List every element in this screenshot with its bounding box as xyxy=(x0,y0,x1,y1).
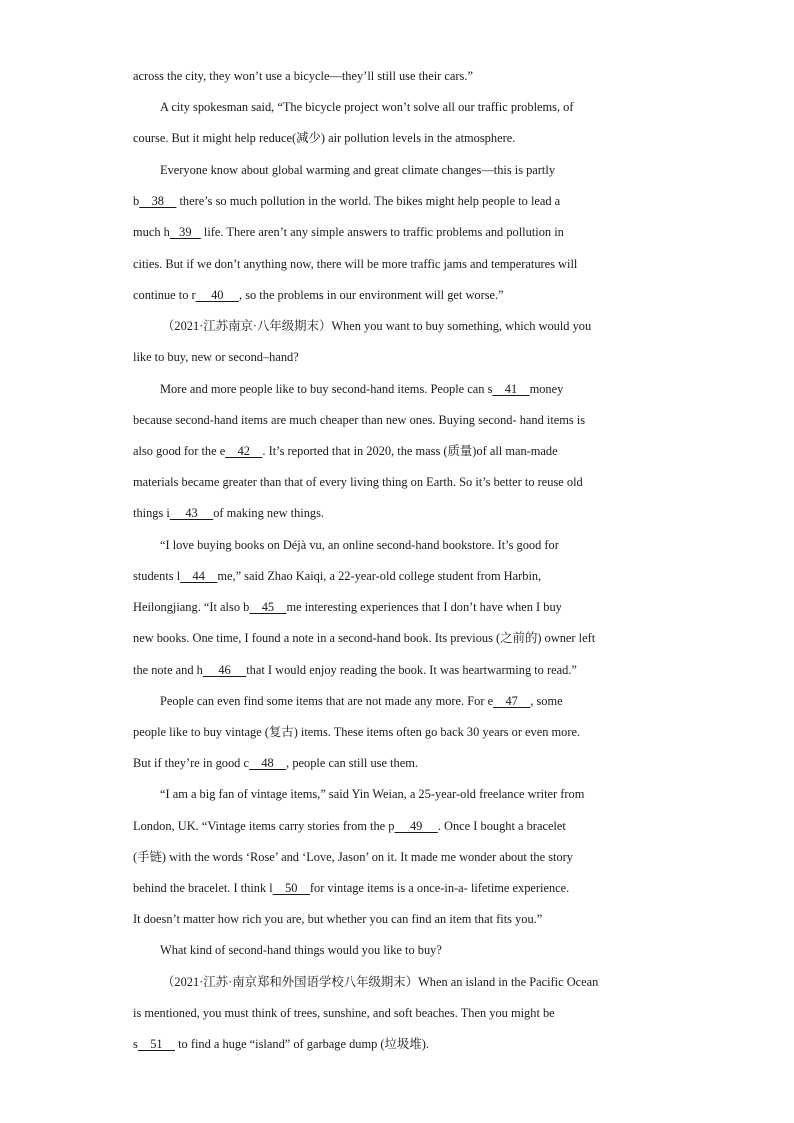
text-line xyxy=(133,1005,555,1021)
text-line xyxy=(133,755,418,771)
text-segment: Heilongjiang. “It also b xyxy=(133,600,250,614)
text-segment: is mentioned, you must think of trees, sunshine, and soft beaches. Then you might be xyxy=(133,1006,555,1020)
text-segment: “I love buying books on Déjà vu, an online second-hand bookstore. It’s good for xyxy=(160,538,559,552)
text-line xyxy=(133,911,542,927)
text-segment: Everyone know about global warming and great climate changes—this is partly xyxy=(160,163,556,177)
text-segment: the note and h xyxy=(133,663,203,677)
text-segment: me interesting experiences that I don’t have when I buy xyxy=(286,600,562,614)
text-line xyxy=(133,662,577,678)
text-segment: More and more people like to buy second-hand items. People can s xyxy=(160,382,493,396)
text-line xyxy=(160,693,563,709)
text-segment: materials became greater than that of every living thing on Earth. So it’s better to reuse old xyxy=(133,475,583,489)
text-segment: new books. One time, I found a note in a second-hand book. Its previous (之前的) owner left xyxy=(133,631,596,645)
answer-blank-43: 43 xyxy=(169,506,214,520)
text-segment: course. But it might help reduce(减少) air pollution levels in the atmosphere. xyxy=(133,131,516,145)
answer-blank-39: 39 xyxy=(169,225,201,239)
text-segment: there’s so much pollution in the world. The bikes might help people to lead a xyxy=(176,194,561,208)
text-segment: . It’s reported that in 2020, the mass (质量)of all man-made xyxy=(262,444,558,458)
text-line xyxy=(133,880,569,896)
text-line xyxy=(133,287,504,303)
text-line xyxy=(133,724,580,740)
text-segment: money xyxy=(529,382,564,396)
text-segment: also good for the e xyxy=(133,444,226,458)
text-line xyxy=(133,193,560,209)
text-segment: A city spokesman said, “The bicycle project won’t solve all our traffic problems, of xyxy=(160,100,574,114)
text-segment: “I am a big fan of vintage items,” said Yin Weian, a 25-year-old freelance writer from xyxy=(160,787,585,801)
text-segment: to find a huge “island” of garbage dump (垃圾堆). xyxy=(175,1037,429,1051)
text-line xyxy=(133,130,515,146)
text-segment: cities. But if we don’t anything now, there will be more traffic jams and temperatures will xyxy=(133,257,578,271)
source-line xyxy=(162,974,598,990)
text-segment: much h xyxy=(133,225,170,239)
text-line xyxy=(160,162,555,178)
text-segment: What kind of second-hand things would you like to buy? xyxy=(160,943,442,957)
answer-blank-48: 48 xyxy=(248,756,287,770)
text-segment: （2021·江苏南京·八年级期末）When you want to buy something, which would you xyxy=(162,319,592,333)
source-line xyxy=(162,318,591,334)
text-line xyxy=(160,99,573,115)
text-line xyxy=(160,786,584,802)
text-line xyxy=(133,568,541,584)
text-segment: continue to r xyxy=(133,288,196,302)
text-line xyxy=(133,349,299,365)
text-line xyxy=(133,1036,429,1052)
text-segment: like to buy, new or second–hand? xyxy=(133,350,299,364)
text-segment: for vintage items is a once-in-a- lifetime experience. xyxy=(309,881,570,895)
text-segment: , some xyxy=(530,694,563,708)
answer-blank-38: 38 xyxy=(139,194,177,208)
text-segment: because second-hand items are much cheaper than new ones. Buying second- hand items is xyxy=(133,413,586,427)
text-segment: , people can still use them. xyxy=(286,756,418,770)
text-segment: London, UK. “Vintage items carry stories from the p xyxy=(133,819,395,833)
text-segment: . Once I bought a bracelet xyxy=(437,819,566,833)
text-line xyxy=(133,849,573,865)
answer-blank-41: 41 xyxy=(492,382,530,396)
answer-blank-46: 46 xyxy=(202,663,247,677)
text-line xyxy=(133,599,562,615)
answer-blank-47: 47 xyxy=(493,694,531,708)
text-line xyxy=(133,412,585,428)
text-segment: that I would enjoy reading the book. It was heartwarming to read.” xyxy=(246,663,577,677)
text-segment: life. There aren’t any simple answers to traffic problems and pollution in xyxy=(200,225,564,239)
answer-blank-51: 51 xyxy=(137,1037,175,1051)
text-segment: me,” said Zhao Kaiqi, a 22-year-old college student from Harbin, xyxy=(217,569,542,583)
answer-blank-50: 50 xyxy=(272,881,310,895)
text-line xyxy=(133,818,566,834)
text-segment: things i xyxy=(133,506,170,520)
text-line xyxy=(133,443,558,459)
text-line xyxy=(133,68,473,84)
text-segment: People can even find some items that are not made any more. For e xyxy=(160,694,494,708)
answer-blank-49: 49 xyxy=(394,819,438,833)
answer-blank-44: 44 xyxy=(180,569,218,583)
text-segment: （2021·江苏·南京郑和外国语学校八年级期末）When an island in the Pacific Ocean xyxy=(162,975,599,989)
answer-blank-40: 40 xyxy=(195,288,239,302)
text-line xyxy=(160,537,559,553)
text-segment: It doesn’t matter how rich you are, but whether you can find an item that fits you.” xyxy=(133,912,543,926)
text-line xyxy=(133,224,564,240)
text-segment: (手链) with the words ‘Rose’ and ‘Love, Jason’ on it. It made me wonder about the story xyxy=(133,850,573,864)
text-line xyxy=(133,630,595,646)
text-segment: students l xyxy=(133,569,181,583)
text-segment: people like to buy vintage (复古) items. These items often go back 30 years or even more. xyxy=(133,725,581,739)
text-segment: of making new things. xyxy=(213,506,325,520)
text-segment: b xyxy=(133,194,140,208)
answer-blank-45: 45 xyxy=(249,600,287,614)
text-segment: s xyxy=(133,1037,138,1051)
text-line xyxy=(133,256,577,272)
text-line xyxy=(160,381,563,397)
text-segment: across the city, they won’t use a bicycle—they’ll still use their cars.” xyxy=(133,69,473,83)
text-segment: But if they’re in good c xyxy=(133,756,249,770)
text-line xyxy=(133,505,324,521)
text-segment: behind the bracelet. I think l xyxy=(133,881,273,895)
answer-blank-42: 42 xyxy=(225,444,263,458)
text-line xyxy=(133,474,583,490)
text-line xyxy=(160,942,442,958)
text-segment: , so the problems in our environment will get worse.” xyxy=(239,288,504,302)
